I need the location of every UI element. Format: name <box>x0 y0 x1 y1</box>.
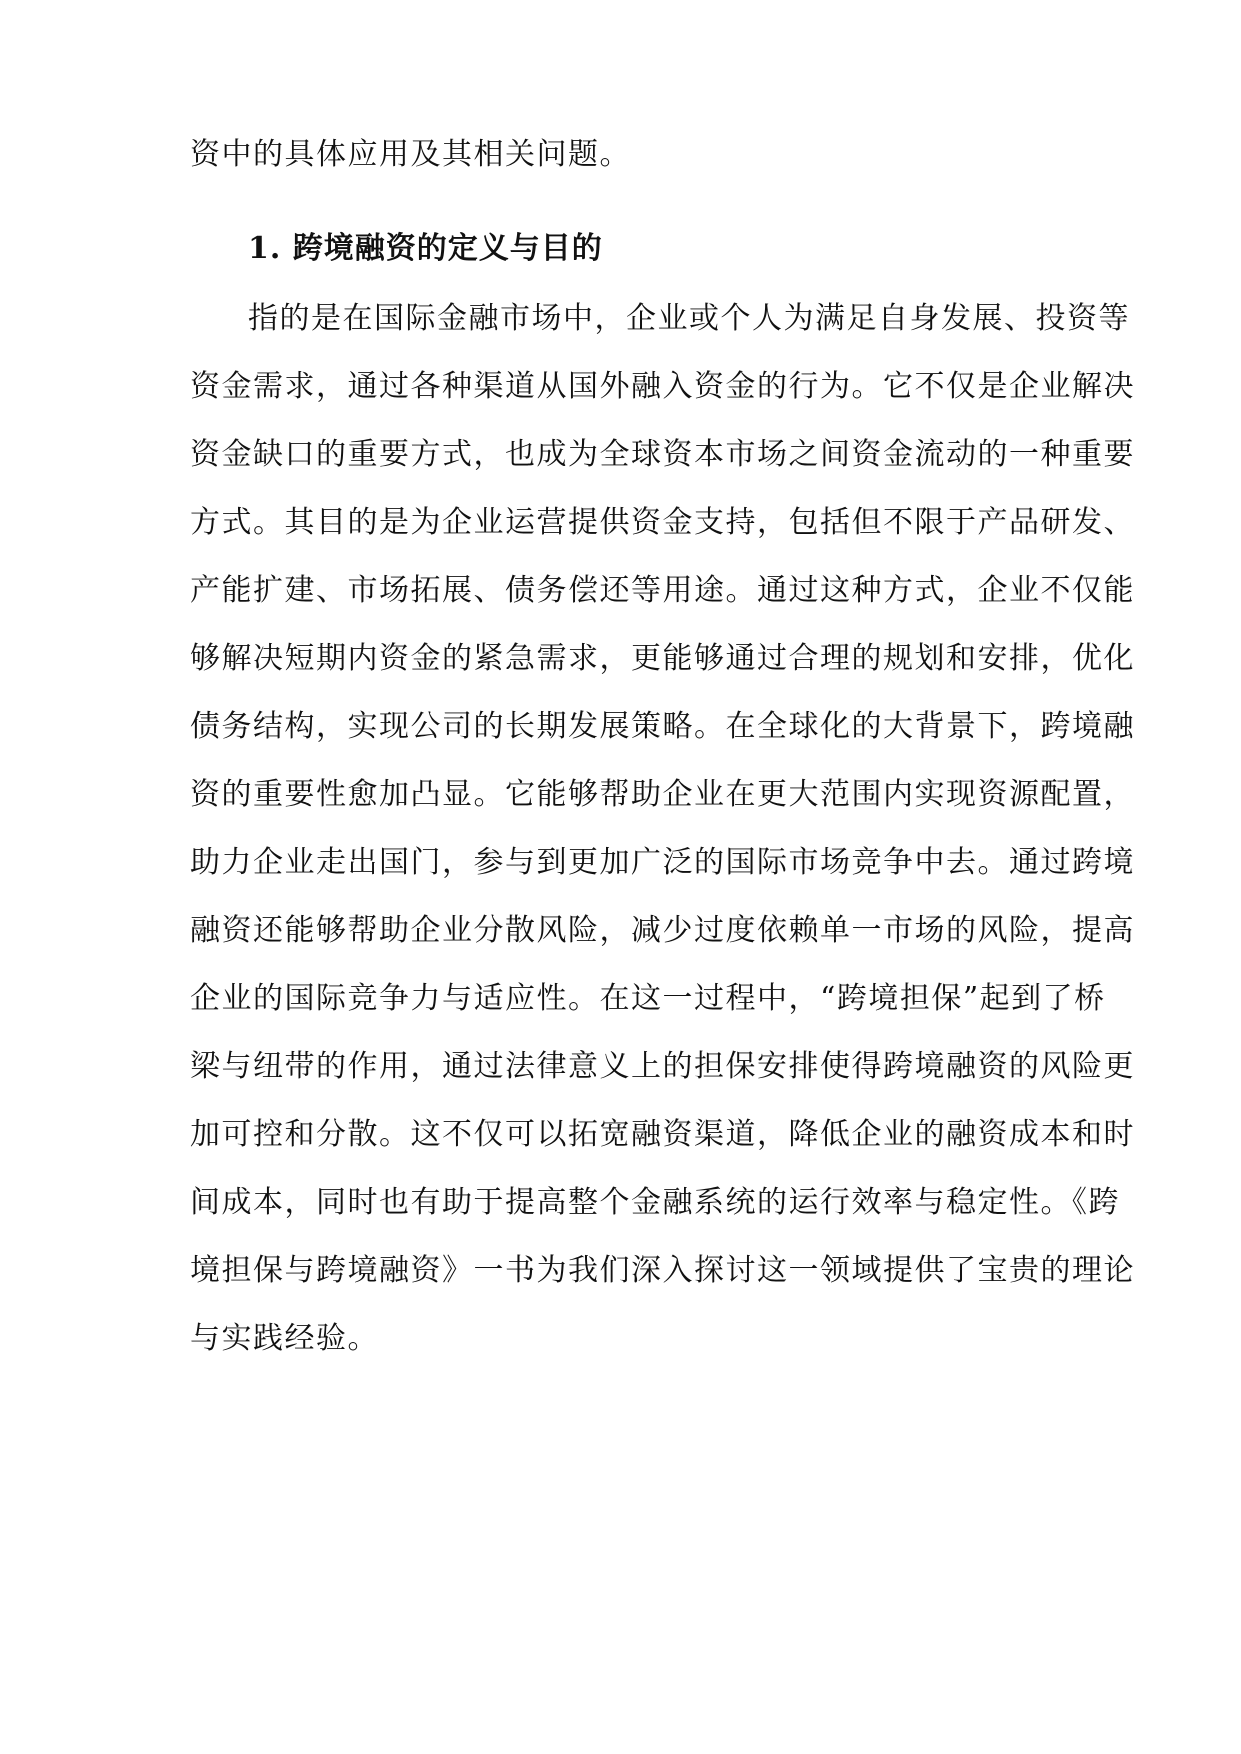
paragraph-line: 梁与纽带的作用，通过法律意义上的担保安排使得跨境融资的风险更 <box>190 1049 1135 1084</box>
paragraph-line: 指的是在国际金融市场中，企业或个人为满足自身发展、投资等 <box>248 301 1130 336</box>
paragraph-line: 间成本，同时也有助于提高整个金融系统的运行效率与稳定性。《跨 <box>190 1185 1120 1220</box>
paragraph-line: 资金需求，通过各种渠道从国外融入资金的行为。它不仅是企业解决 <box>190 369 1135 404</box>
paragraph-line: 资的重要性愈加凸显。它能够帮助企业在更大范围内实现资源配置， <box>190 777 1135 812</box>
paragraph-line: 加可控和分散。这不仅可以拓宽融资渠道，降低企业的融资成本和时 <box>190 1117 1135 1152</box>
paragraph-line: 与实践经验。 <box>190 1321 379 1356</box>
paragraph-line: 企业的国际竞争力与适应性。在这一过程中，“跨境担保”起到了桥 <box>190 981 1106 1016</box>
paragraph-line: 境担保与跨境融资》一书为我们深入探讨这一领域提供了宝贵的理论 <box>190 1253 1135 1288</box>
paragraph-line: 产能扩建、市场拓展、债务偿还等用途。通过这种方式，企业不仅能 <box>190 573 1135 608</box>
paragraph-line: 方式。其目的是为企业运营提供资金支持，包括但不限于产品研发、 <box>190 505 1135 540</box>
paragraph-line: 够解决短期内资金的紧急需求，更能够通过合理的规划和安排，优化 <box>190 641 1135 676</box>
section-heading: 1. 跨境融资的定义与目的 <box>248 231 603 266</box>
paragraph-line: 融资还能够帮助企业分散风险，减少过度依赖单一市场的风险，提高 <box>190 913 1135 948</box>
paragraph-line: 助力企业走出国门，参与到更加广泛的国际市场竞争中去。通过跨境 <box>190 845 1135 880</box>
paragraph-line: 资金缺口的重要方式，也成为全球资本市场之间资金流动的一种重要 <box>190 437 1135 472</box>
paragraph-line: 债务结构，实现公司的长期发展策略。在全球化的大背景下，跨境融 <box>190 709 1135 744</box>
continuation-line: 资中的具体应用及其相关问题。 <box>190 137 631 172</box>
